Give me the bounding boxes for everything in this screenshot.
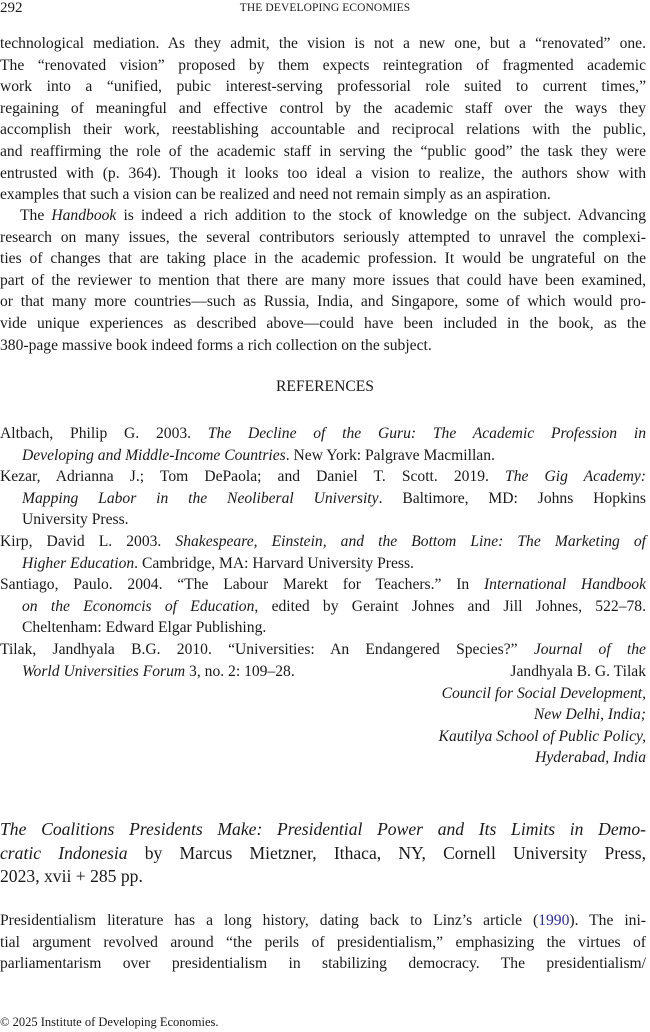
text-line — [0, 445, 646, 467]
text-line — [0, 661, 646, 683]
text-segment: ). The ini- — [569, 912, 647, 929]
text-line — [0, 865, 646, 889]
text-segment: Jandhyala B. G. Tilak — [510, 663, 646, 680]
text-segment: , edited by Geraint Johnes and Jill Johnes, 522–78. — [254, 597, 646, 615]
page-number: 292 — [0, 0, 23, 16]
text-line — [0, 574, 646, 596]
text-segment: . New York: Palgrave Macmillan. — [285, 446, 495, 464]
italic-text: The Coalitions Presidents Make: Presidential Power and Its Limits in Demo- — [0, 819, 646, 839]
text-line — [0, 683, 646, 705]
body-paragraph-1 — [0, 33, 646, 206]
text-segment: work into a “unified, pubic interest-serving professorial role suited to current times,” — [0, 78, 646, 96]
text-segment: Santiago, Paulo. 2004. “The Labour Marekt for Teachers.” In — [0, 576, 484, 594]
text-segment: research on many issues, the several contributors seriously attempted to unravel the complexi- — [0, 228, 646, 246]
text-line — [0, 163, 646, 185]
text-segment: The — [20, 207, 52, 224]
text-line — [0, 531, 646, 553]
italic-text: International Handbook — [483, 576, 646, 594]
text-segment: Presidentialism literature has a long history, dating back to Linz’s article ( — [0, 912, 539, 929]
text-line — [0, 639, 646, 661]
text-segment: . Cambridge, MA: Harvard University Press. — [134, 554, 414, 572]
text-line — [0, 553, 646, 575]
text-line — [0, 119, 646, 141]
text-line — [0, 509, 646, 531]
text-segment: The “renovated vision” proposed by them expects reintegration of fragmented academic — [0, 56, 646, 74]
text-segment: and reaffirming the role of the academic staff in serving the “public good” the task they were — [0, 142, 646, 160]
text-line — [0, 227, 646, 249]
text-segment: or that many more countries—such as Russia, India, and Singapore, some of which would pro- — [0, 293, 646, 311]
italic-text: Handbook — [51, 207, 117, 224]
text-segment: . Baltimore, MD: Johns Hopkins — [378, 489, 646, 507]
italic-text: Mapping Labor in the Neoliberal University — [22, 489, 379, 507]
running-head: THE DEVELOPING ECONOMIES — [239, 2, 411, 14]
italic-text: Higher Education — [22, 554, 135, 572]
reviewer-signature — [0, 661, 646, 769]
italic-text: Kautilya School of Public Policy, — [438, 727, 646, 745]
text-line — [0, 76, 646, 98]
text-line — [0, 291, 646, 313]
text-line — [0, 617, 646, 639]
text-line — [0, 205, 646, 227]
text-line — [0, 704, 646, 726]
text-line — [0, 184, 646, 206]
text-segment: technological mediation. As they admit, the vision is not a new one, but a “renovated” one. — [0, 35, 646, 52]
text-segment: entrusted with (p. 364). Though it looks too ideal a vision to realize, the authors show with — [0, 164, 646, 182]
body-paragraph-2 — [0, 205, 646, 356]
text-line — [0, 910, 646, 932]
italic-text: Hyderabad, India — [535, 749, 646, 767]
text-segment: Tilak, Jandhyala B.G. 2010. “Universities: An Endangered Species?” — [0, 640, 534, 658]
text-segment: vide unique experiences as described above—could have been included in the book, as the — [0, 314, 646, 332]
italic-text: cratic Indonesia — [0, 842, 128, 863]
text-line — [0, 747, 646, 769]
italic-text: Journal of the — [533, 640, 646, 658]
text-segment: 2023, xvii + 285 pp. — [0, 866, 143, 887]
text-line — [0, 335, 646, 357]
text-line — [0, 596, 646, 618]
text-line — [0, 953, 646, 975]
text-segment: Altbach, Philip G. 2003. — [0, 425, 208, 442]
body-paragraph-3 — [0, 910, 646, 975]
text-segment: University Press. — [22, 511, 129, 529]
italic-text: Shakespeare, Einstein, and the Bottom Line: The Marketing of — [175, 532, 646, 550]
italic-text: The Decline of the Guru: The Academic Profession in — [207, 425, 646, 442]
italic-text: New Delhi, India; — [533, 706, 646, 724]
text-segment: by Marcus Mietzner, Ithaca, NY, Cornell University Press, — [127, 842, 646, 863]
text-segment: 3, no. 2: 109–28. — [185, 662, 295, 680]
copyright-footer: © 2025 Institute of Developing Economies. — [0, 1015, 219, 1029]
citation-link[interactable]: 1990 — [538, 912, 570, 929]
text-line — [0, 55, 646, 77]
text-segment: regaining of meaningful and effective control by the academic staff over the ways they — [0, 99, 646, 117]
text-segment: Cheltenham: Edward Elgar Publishing. — [22, 619, 267, 637]
text-line — [0, 932, 646, 954]
text-segment: ties of changes that are taking place in the academic profession. It would be ungrateful on the — [0, 250, 646, 268]
text-segment: Kezar, Adrianna J.; Tom DePaola; and Daniel T. Scott. 2019. — [0, 468, 506, 486]
text-line — [0, 842, 646, 866]
references-heading: REFERENCES — [276, 378, 374, 395]
text-line — [0, 423, 646, 445]
italic-text: Developing and Middle-Income Countries — [22, 446, 286, 464]
text-line — [0, 818, 646, 842]
text-line — [0, 726, 646, 748]
text-line — [0, 33, 646, 55]
text-segment: accomplish their work, reestablishing accountable and reciprocal relations with the public, — [0, 121, 646, 139]
italic-text: The Gig Academy: — [505, 468, 646, 486]
italic-text: World Universities Forum — [22, 662, 186, 680]
text-line — [0, 98, 646, 120]
references-list — [0, 423, 646, 682]
text-line — [0, 466, 646, 488]
text-line — [0, 488, 646, 510]
text-segment: 380-page massive book indeed forms a rich collection on the subject. — [0, 336, 432, 354]
text-line — [0, 270, 646, 292]
italic-text: on the Economcis of Education — [22, 597, 255, 615]
text-segment: is indeed a rich addition to the stock of knowledge on the subject. Advancing — [116, 207, 646, 224]
book-review-title — [0, 818, 646, 889]
text-line — [0, 313, 646, 335]
text-line — [0, 141, 646, 163]
text-segment: Kirp, David L. 2003. — [0, 532, 176, 550]
text-line — [0, 248, 646, 270]
text-segment: examples that such a vision can be realized and need not remain simply as an aspiration. — [0, 186, 551, 204]
text-segment: parliamentarism over presidentialism in stabilizing democracy. The presidentialism/ — [0, 955, 646, 973]
text-segment: tial argument revolved around “the perils of presidentialism,” emphasizing the virtues of — [0, 933, 646, 951]
text-segment: part of the reviewer to mention that there are many more issues that could have been examined, — [0, 271, 646, 289]
italic-text: Council for Social Development, — [441, 684, 646, 702]
